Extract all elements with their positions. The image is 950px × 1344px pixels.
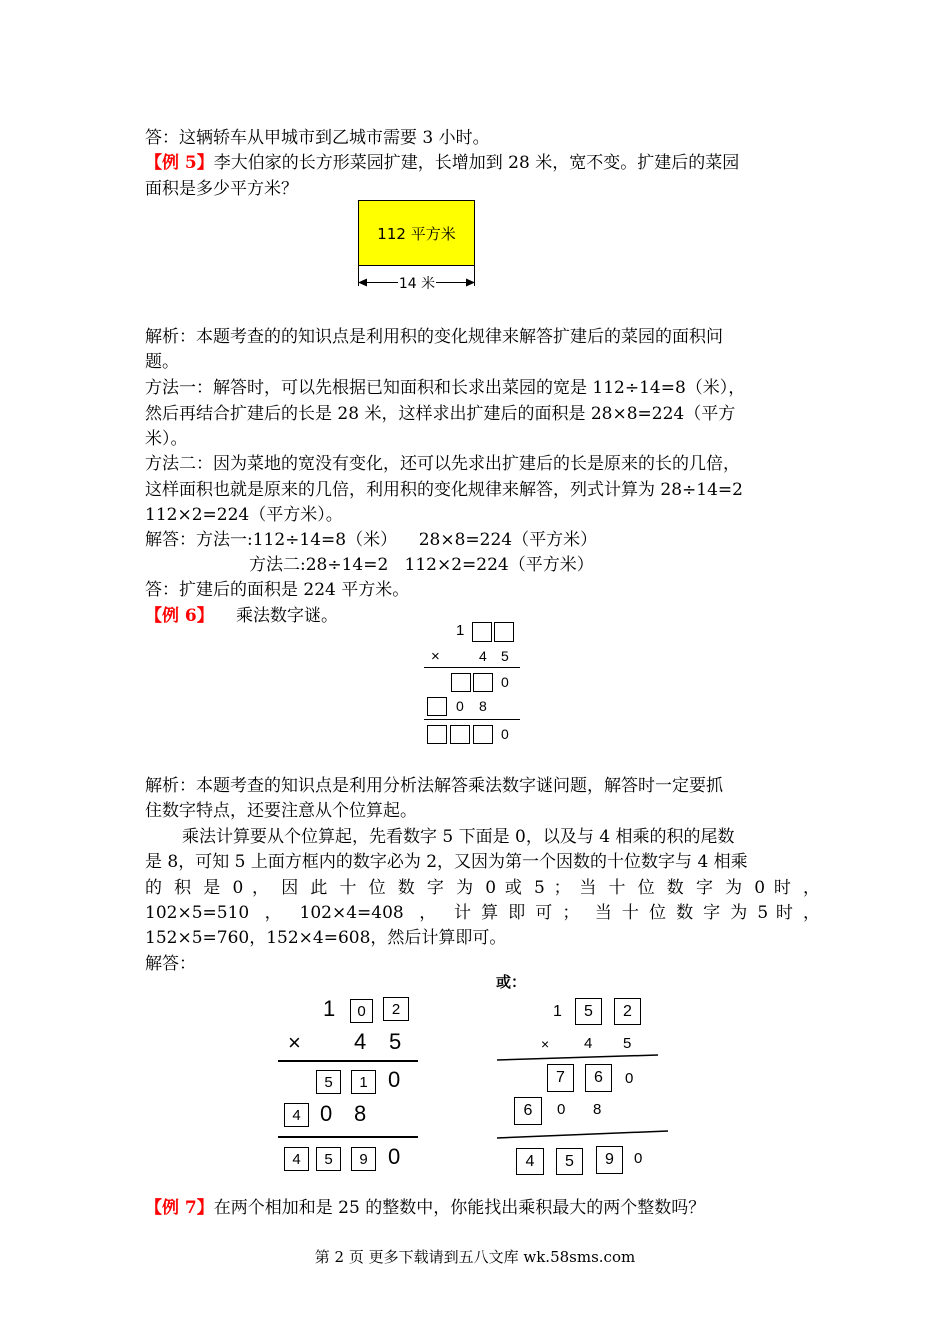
- answer-line-4: 答：这辆轿车从甲城市到乙城市需要 3 小时。: [145, 128, 490, 148]
- ex6-body-4: 102×5=510 ， 102×4=408 ， 计 算 即 可 ； 当 十 位 数 字 为 5 时 ，: [145, 903, 820, 923]
- sol2-digit-1: 1: [553, 1003, 562, 1020]
- sol1-digit-0c: 0: [388, 1144, 401, 1169]
- ex5-analysis-2: 题。: [145, 352, 179, 372]
- blank-box: [473, 725, 493, 744]
- sol1-box: 4: [284, 1147, 309, 1171]
- puzzle-digit-5: 5: [501, 648, 509, 664]
- sol1-box: 4: [284, 1103, 309, 1127]
- blank-box: [472, 622, 492, 642]
- ex6-analysis-1: 解析：本题考查的知识点是利用分析法解答乘法数字谜问题，解答时一定要抓: [145, 776, 723, 796]
- rule-line: [278, 1060, 418, 1062]
- sol2-digit-0c: 0: [634, 1150, 643, 1167]
- ex5-method2-c: 112×2=224（平方米）。: [145, 505, 343, 525]
- rule-line: [424, 719, 520, 720]
- ex6-body-2: 是 8，可知 5 上面方框内的数字必为 2，又因为第一个因数的十位数字与 4 相乘: [145, 852, 748, 872]
- sol2-box: 5: [575, 998, 602, 1025]
- ex5-method2-a: 方法二：因为菜地的宽没有变化，还可以先求出扩建后的长是原来的长的几倍，: [145, 454, 740, 474]
- ex6-body-3: 的 积 是 0 ， 因 此 十 位 数 字 为 0 或 5 ； 当 十 位 数 字 为 0 时 ，: [145, 878, 820, 898]
- sol1-box: 5: [316, 1147, 341, 1171]
- ex5-solution-1: 解答：方法一:112÷14=8（米） 28×8=224（平方米）: [145, 530, 598, 550]
- ex5-method1-b: 然后再结合扩建后的长是 28 米，这样求出扩建后的面积是 28×8=224（平方: [145, 404, 736, 424]
- sol2-box: 5: [556, 1148, 583, 1175]
- sol1-digit-0b: 0: [320, 1101, 333, 1126]
- sol1-box: 5: [316, 1070, 341, 1094]
- puzzle-digit-4: 4: [479, 648, 487, 664]
- sol2-digit-0b: 0: [557, 1101, 566, 1118]
- ex5-method1-c: 米）。: [145, 429, 188, 449]
- ex5-analysis-1: 解析：本题考查的的知识点是利用积的变化规律来解答扩建后的菜园的面积问: [145, 327, 723, 347]
- sol1-box: 9: [351, 1147, 376, 1171]
- ex5-answer: 答：扩建后的面积是 224 平方米。: [145, 580, 410, 600]
- puzzle-digit-1: 1: [456, 622, 465, 639]
- rule-line: [497, 1130, 669, 1140]
- times-sign: ×: [431, 648, 440, 665]
- example-5-question-cont: 面积是多少平方米？: [145, 179, 298, 199]
- blank-box: [427, 697, 447, 716]
- puzzle-digit-0b: 0: [456, 698, 464, 714]
- sol2-box: 4: [516, 1148, 544, 1175]
- example-7-question: [145, 1196, 705, 1220]
- puzzle-digit-0c: 0: [501, 726, 509, 742]
- sol2-digit-8: 8: [593, 1101, 602, 1118]
- sol2-box: 9: [596, 1146, 623, 1174]
- sol2-box: 6: [585, 1064, 612, 1092]
- width-label: 14 米: [398, 276, 436, 292]
- blank-box: [427, 725, 447, 744]
- blank-box: [450, 725, 470, 744]
- ex6-body-1: 乘法计算要从个位算起，先看数字 5 下面是 0，以及与 4 相乘的积的尾数: [182, 827, 735, 847]
- sol2-box: 2: [614, 998, 641, 1025]
- sol1-box: 2: [383, 997, 409, 1021]
- ex6-analysis-2: 住数字特点，还要注意从个位算起。: [145, 801, 417, 821]
- example-5-tag: 【例 5】: [145, 153, 214, 173]
- times-sign: ×: [541, 1036, 550, 1052]
- area-label: 112 平方米: [377, 224, 456, 243]
- blank-box: [473, 673, 493, 692]
- puzzle-digit-0: 0: [501, 674, 509, 690]
- sol2-box: 6: [514, 1097, 542, 1125]
- width-dimension: [358, 274, 475, 292]
- sol1-digit-1: 1: [323, 996, 336, 1021]
- sol2-digit-4: 4: [584, 1035, 593, 1052]
- example-6-label: 【例 6】: [145, 606, 214, 626]
- ex5-method2-b: 这样面积也就是原来的几倍，利用积的变化规律来解答，列式计算为 28÷14=2: [145, 480, 743, 500]
- example-6-question: 乘法数字谜。: [236, 606, 338, 626]
- ex5-method1-a: 方法一：解答时，可以先根据已知面积和长求出菜园的宽是 112÷14=8（米），: [145, 378, 746, 398]
- sol1-box: 1: [351, 1070, 376, 1094]
- sol1-digit-0: 0: [388, 1067, 401, 1092]
- times-sign: ×: [288, 1030, 301, 1055]
- blank-box: [494, 622, 514, 642]
- sol1-digit-5: 5: [389, 1029, 402, 1054]
- example-6-tag: [145, 604, 214, 628]
- example-7-question-text: 在两个相加和是 25 的整数中，你能找出乘积最大的两个整数吗？: [213, 1198, 706, 1218]
- or-label: 或：: [496, 973, 527, 991]
- blank-box: [451, 673, 471, 692]
- ex6-solution-label: 解答：: [145, 954, 196, 974]
- page-footer: 第 2 页 更多下载请到五八文库 wk.58sms.com: [314, 1248, 636, 1266]
- example-7-tag: 【例 7】: [145, 1198, 214, 1218]
- ex6-body-5: 152×5=760，152×4=608，然后计算即可。: [145, 928, 507, 948]
- rule-line: [278, 1136, 418, 1138]
- sol2-digit-0: 0: [625, 1070, 634, 1087]
- sol1-digit-8: 8: [354, 1101, 367, 1126]
- rule-line: [497, 1054, 659, 1062]
- example-5-question: [145, 151, 739, 175]
- ex5-solution-2: 方法二:28÷14=2 112×2=224（平方米）: [249, 555, 594, 575]
- garden-rectangle: [358, 200, 475, 266]
- rule-line: [424, 667, 520, 668]
- puzzle-digit-8: 8: [479, 698, 487, 714]
- sol2-digit-5: 5: [623, 1035, 632, 1052]
- sol1-digit-4: 4: [354, 1029, 367, 1054]
- example-5-question-text: 李大伯家的长方形菜园扩建，长增加到 28 米，宽不变。扩建后的菜园: [213, 153, 740, 173]
- sol2-box: 7: [547, 1064, 574, 1092]
- sol1-box: 0: [350, 999, 373, 1023]
